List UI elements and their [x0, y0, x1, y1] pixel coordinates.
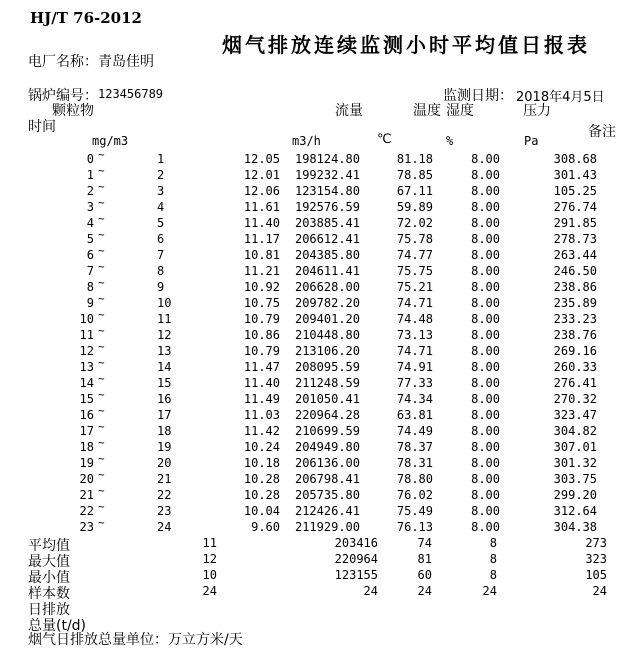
- table-row: [0, 516, 635, 535]
- humidity-value-cell: 8.00: [471, 344, 500, 358]
- pressure-value-cell: 235.89: [553, 296, 597, 310]
- range-tilde: ~: [98, 308, 105, 321]
- temp-value-cell: 74.77: [396, 248, 433, 262]
- humidity-value-cell: 8.00: [471, 376, 500, 390]
- pressure-value-cell: 270.32: [553, 392, 597, 406]
- summary-humidity-cell: 24: [482, 584, 497, 598]
- range-tilde: ~: [98, 228, 105, 241]
- unit-pressure: Pa: [524, 134, 539, 148]
- summary-temp-cell: 74: [417, 536, 432, 550]
- table-row: [0, 196, 635, 215]
- temp-value-cell: 76.13: [396, 520, 433, 534]
- humidity-value-cell: 8.00: [471, 232, 500, 246]
- summary-pressure-cell: 273: [585, 536, 607, 550]
- table-row: [0, 452, 635, 471]
- summary-temp-cell: 81: [417, 552, 432, 566]
- pressure-value-cell: 303.75: [553, 472, 597, 486]
- range-tilde: ~: [98, 244, 105, 257]
- end-hour-cell: 18: [157, 424, 172, 438]
- summary-row: [0, 599, 635, 618]
- table-row: [0, 388, 635, 407]
- unit-temp: ℃: [377, 132, 392, 147]
- flow-value-cell: 220964.28: [294, 408, 360, 422]
- humidity-value-cell: 8.00: [471, 168, 500, 182]
- summary-row: [0, 583, 635, 602]
- start-hour-cell: 4: [86, 216, 94, 230]
- col-header-temp: 温度: [413, 103, 441, 119]
- pm-value-cell: 10.79: [243, 344, 280, 358]
- temp-value-cell: 67.11: [396, 184, 433, 198]
- temp-value-cell: 74.91: [396, 360, 433, 374]
- flow-value-cell: 204949.80: [294, 440, 360, 454]
- table-row: [0, 292, 635, 311]
- plant-name-value: 青岛佳明: [98, 54, 154, 70]
- pm-value-cell: 11.40: [243, 376, 280, 390]
- start-hour-cell: 18: [79, 440, 94, 454]
- flow-value-cell: 203885.41: [294, 216, 360, 230]
- temp-value-cell: 75.49: [396, 504, 433, 518]
- summary-flow-cell: 220964: [334, 552, 378, 566]
- pm-value-cell: 10.79: [243, 312, 280, 326]
- temp-value-cell: 63.81: [396, 408, 433, 422]
- boiler-no-label: 锅炉编号：: [28, 88, 98, 104]
- pm-value-cell: 12.05: [243, 152, 280, 166]
- flow-value-cell: 208095.59: [294, 360, 360, 374]
- end-hour-cell: 17: [157, 408, 172, 422]
- temp-value-cell: 59.89: [396, 200, 433, 214]
- flow-value-cell: 211248.59: [294, 376, 360, 390]
- start-hour-cell: 11: [79, 328, 94, 342]
- pressure-value-cell: 238.86: [553, 280, 597, 294]
- range-tilde: ~: [98, 388, 105, 401]
- flow-value-cell: 212426.41: [294, 504, 360, 518]
- end-hour-cell: 5: [157, 216, 165, 230]
- start-hour-cell: 22: [79, 504, 94, 518]
- table-row: [0, 180, 635, 199]
- pressure-value-cell: 304.82: [553, 424, 597, 438]
- table-row: [0, 228, 635, 247]
- range-tilde: ~: [98, 404, 105, 417]
- end-hour-cell: 16: [157, 392, 172, 406]
- humidity-value-cell: 8.00: [471, 152, 500, 166]
- start-hour-cell: 9: [86, 296, 94, 310]
- summary-pm-cell: 11: [202, 536, 217, 550]
- summary-label: 最小值: [28, 570, 70, 586]
- pm-value-cell: 11.61: [243, 200, 280, 214]
- humidity-value-cell: 8.00: [471, 488, 500, 502]
- humidity-value-cell: 8.00: [471, 328, 500, 342]
- pressure-value-cell: 233.23: [553, 312, 597, 326]
- humidity-value-cell: 8.00: [471, 264, 500, 278]
- end-hour-cell: 6: [157, 232, 165, 246]
- pm-value-cell: 11.40: [243, 216, 280, 230]
- pressure-value-cell: 260.33: [553, 360, 597, 374]
- flow-value-cell: 199232.41: [294, 168, 360, 182]
- summary-humidity-cell: 8: [489, 568, 497, 582]
- range-tilde: ~: [98, 372, 105, 385]
- col-header-humidity: 湿度: [446, 103, 474, 119]
- humidity-value-cell: 8.00: [471, 200, 500, 214]
- pm-value-cell: 10.04: [243, 504, 280, 518]
- pressure-value-cell: 276.74: [553, 200, 597, 214]
- standard-code: HJ/T 76-2012: [30, 9, 142, 27]
- temp-value-cell: 74.49: [396, 424, 433, 438]
- flow-value-cell: 192576.59: [294, 200, 360, 214]
- end-hour-cell: 13: [157, 344, 172, 358]
- end-hour-cell: 1: [157, 152, 165, 166]
- unit-humidity: %: [446, 134, 454, 148]
- start-hour-cell: 21: [79, 488, 94, 502]
- flow-value-cell: 123154.80: [294, 184, 360, 198]
- table-row: [0, 372, 635, 391]
- table-row: [0, 484, 635, 503]
- table-row: [0, 500, 635, 519]
- flow-value-cell: 211929.00: [294, 520, 360, 534]
- end-hour-cell: 24: [157, 520, 172, 534]
- summary-flow-cell: 203416: [334, 536, 378, 550]
- start-hour-cell: 10: [79, 312, 94, 326]
- table-row: [0, 340, 635, 359]
- range-tilde: ~: [98, 292, 105, 305]
- summary-label: 最大值: [28, 554, 70, 570]
- range-tilde: ~: [98, 324, 105, 337]
- humidity-value-cell: 8.00: [471, 392, 500, 406]
- pressure-value-cell: 276.41: [553, 376, 597, 390]
- flow-value-cell: 206136.00: [294, 456, 360, 470]
- end-hour-cell: 3: [157, 184, 165, 198]
- start-hour-cell: 23: [79, 520, 94, 534]
- table-row: [0, 308, 635, 327]
- temp-value-cell: 77.33: [396, 376, 433, 390]
- humidity-value-cell: 8.00: [471, 360, 500, 374]
- range-tilde: ~: [98, 276, 105, 289]
- end-hour-cell: 11: [157, 312, 172, 326]
- range-tilde: ~: [98, 148, 105, 161]
- pm-value-cell: 9.60: [251, 520, 280, 534]
- pm-value-cell: 10.24: [243, 440, 280, 454]
- pm-value-cell: 10.18: [243, 456, 280, 470]
- range-tilde: ~: [98, 356, 105, 369]
- summary-flow-cell: 24: [363, 584, 378, 598]
- start-hour-cell: 7: [86, 264, 94, 278]
- footer-note: 烟气日排放总量单位：万立方米/天: [28, 632, 243, 648]
- temp-value-cell: 78.80: [396, 472, 433, 486]
- range-tilde: ~: [98, 452, 105, 465]
- flow-value-cell: 206628.00: [294, 280, 360, 294]
- range-tilde: ~: [98, 484, 105, 497]
- range-tilde: ~: [98, 516, 105, 529]
- humidity-value-cell: 8.00: [471, 504, 500, 518]
- humidity-value-cell: 8.00: [471, 440, 500, 454]
- range-tilde: ~: [98, 500, 105, 513]
- pm-value-cell: 12.01: [243, 168, 280, 182]
- temp-value-cell: 73.13: [396, 328, 433, 342]
- table-row: [0, 276, 635, 295]
- temp-value-cell: 78.37: [396, 440, 433, 454]
- summary-pm-cell: 10: [202, 568, 217, 582]
- flow-value-cell: 205735.80: [294, 488, 360, 502]
- humidity-value-cell: 8.00: [471, 312, 500, 326]
- summary-humidity-cell: 8: [489, 552, 497, 566]
- flow-value-cell: 210699.59: [294, 424, 360, 438]
- summary-temp-cell: 60: [417, 568, 432, 582]
- start-hour-cell: 13: [79, 360, 94, 374]
- humidity-value-cell: 8.00: [471, 424, 500, 438]
- summary-label: 样本数: [28, 586, 70, 602]
- temp-value-cell: 75.21: [396, 280, 433, 294]
- start-hour-cell: 2: [86, 184, 94, 198]
- humidity-value-cell: 8.00: [471, 472, 500, 486]
- temp-value-cell: 81.18: [396, 152, 433, 166]
- unit-pm: mg/m3: [92, 134, 129, 148]
- temp-value-cell: 74.71: [396, 296, 433, 310]
- end-hour-cell: 14: [157, 360, 172, 374]
- temp-value-cell: 74.48: [396, 312, 433, 326]
- pressure-value-cell: 301.43: [553, 168, 597, 182]
- range-tilde: ~: [98, 164, 105, 177]
- end-hour-cell: 21: [157, 472, 172, 486]
- range-tilde: ~: [98, 420, 105, 433]
- start-hour-cell: 20: [79, 472, 94, 486]
- pm-value-cell: 10.81: [243, 248, 280, 262]
- table-row: [0, 148, 635, 167]
- range-tilde: ~: [98, 212, 105, 225]
- end-hour-cell: 8: [157, 264, 165, 278]
- pressure-value-cell: 246.50: [553, 264, 597, 278]
- col-header-flow: 流量: [335, 103, 363, 119]
- summary-pm-cell: 24: [202, 584, 217, 598]
- temp-value-cell: 74.71: [396, 344, 433, 358]
- summary-label: 平均值: [28, 538, 70, 554]
- temp-value-cell: 75.78: [396, 232, 433, 246]
- pm-value-cell: 10.28: [243, 472, 280, 486]
- summary-pressure-cell: 24: [592, 584, 607, 598]
- humidity-value-cell: 8.00: [471, 520, 500, 534]
- pm-value-cell: 12.06: [243, 184, 280, 198]
- end-hour-cell: 23: [157, 504, 172, 518]
- pm-value-cell: 10.86: [243, 328, 280, 342]
- pressure-value-cell: 323.47: [553, 408, 597, 422]
- end-hour-cell: 22: [157, 488, 172, 502]
- end-hour-cell: 10: [157, 296, 172, 310]
- pressure-value-cell: 269.16: [553, 344, 597, 358]
- start-hour-cell: 3: [86, 200, 94, 214]
- start-hour-cell: 16: [79, 408, 94, 422]
- pm-value-cell: 11.47: [243, 360, 280, 374]
- summary-flow-cell: 123155: [334, 568, 378, 582]
- unit-flow: m3/h: [292, 134, 321, 148]
- summary-row: [0, 535, 635, 554]
- pm-value-cell: 11.42: [243, 424, 280, 438]
- plant-name-label: 电厂名称：: [28, 54, 98, 70]
- range-tilde: ~: [98, 468, 105, 481]
- summary-label: 总量(t/d): [28, 618, 87, 634]
- start-hour-cell: 0: [86, 152, 94, 166]
- pressure-value-cell: 307.01: [553, 440, 597, 454]
- temp-value-cell: 78.31: [396, 456, 433, 470]
- range-tilde: ~: [98, 436, 105, 449]
- flow-value-cell: 206798.41: [294, 472, 360, 486]
- humidity-value-cell: 8.00: [471, 248, 500, 262]
- humidity-value-cell: 8.00: [471, 184, 500, 198]
- table-row: [0, 356, 635, 375]
- flow-value-cell: 206612.41: [294, 232, 360, 246]
- start-hour-cell: 15: [79, 392, 94, 406]
- start-hour-cell: 19: [79, 456, 94, 470]
- pm-value-cell: 10.75: [243, 296, 280, 310]
- table-row: [0, 436, 635, 455]
- end-hour-cell: 9: [157, 280, 165, 294]
- flow-value-cell: 210448.80: [294, 328, 360, 342]
- table-row: [0, 260, 635, 279]
- start-hour-cell: 12: [79, 344, 94, 358]
- start-hour-cell: 8: [86, 280, 94, 294]
- start-hour-cell: 5: [86, 232, 94, 246]
- temp-value-cell: 74.34: [396, 392, 433, 406]
- summary-label: 日排放: [28, 602, 70, 618]
- end-hour-cell: 19: [157, 440, 172, 454]
- flow-value-cell: 213106.20: [294, 344, 360, 358]
- table-row: [0, 324, 635, 343]
- summary-temp-cell: 24: [417, 584, 432, 598]
- summary-pressure-cell: 323: [585, 552, 607, 566]
- monitor-date-value: 2018年4月5日: [516, 90, 605, 105]
- pressure-value-cell: 291.85: [553, 216, 597, 230]
- range-tilde: ~: [98, 180, 105, 193]
- pm-value-cell: 10.28: [243, 488, 280, 502]
- humidity-value-cell: 8.00: [471, 296, 500, 310]
- temp-value-cell: 76.02: [396, 488, 433, 502]
- summary-pm-cell: 12: [202, 552, 217, 566]
- end-hour-cell: 20: [157, 456, 172, 470]
- flow-value-cell: 209401.20: [294, 312, 360, 326]
- temp-value-cell: 75.75: [396, 264, 433, 278]
- pressure-value-cell: 312.64: [553, 504, 597, 518]
- flow-value-cell: 209782.20: [294, 296, 360, 310]
- start-hour-cell: 1: [86, 168, 94, 182]
- end-hour-cell: 15: [157, 376, 172, 390]
- temp-value-cell: 78.85: [396, 168, 433, 182]
- temp-value-cell: 72.02: [396, 216, 433, 230]
- range-tilde: ~: [98, 340, 105, 353]
- pressure-value-cell: 301.32: [553, 456, 597, 470]
- pm-value-cell: 10.92: [243, 280, 280, 294]
- boiler-no-value: 123456789: [98, 87, 164, 101]
- table-row: [0, 468, 635, 487]
- pressure-value-cell: 105.25: [553, 184, 597, 198]
- end-hour-cell: 4: [157, 200, 165, 214]
- report-title: 烟气排放连续监测小时平均值日报表: [222, 33, 590, 57]
- end-hour-cell: 7: [157, 248, 165, 262]
- humidity-value-cell: 8.00: [471, 408, 500, 422]
- flow-value-cell: 204611.41: [294, 264, 360, 278]
- summary-row: [0, 567, 635, 586]
- pressure-value-cell: 263.44: [553, 248, 597, 262]
- range-tilde: ~: [98, 196, 105, 209]
- table-row: [0, 164, 635, 183]
- pm-value-cell: 11.21: [243, 264, 280, 278]
- pm-value-cell: 11.17: [243, 232, 280, 246]
- flow-value-cell: 201050.41: [294, 392, 360, 406]
- monitor-date-label: 监测日期：: [443, 88, 513, 104]
- end-hour-cell: 2: [157, 168, 165, 182]
- end-hour-cell: 12: [157, 328, 172, 342]
- flow-value-cell: 204385.80: [294, 248, 360, 262]
- pressure-value-cell: 308.68: [553, 152, 597, 166]
- col-header-pm: 颗粒物: [52, 103, 94, 119]
- humidity-value-cell: 8.00: [471, 216, 500, 230]
- col-header-time: 时间: [28, 119, 56, 135]
- humidity-value-cell: 8.00: [471, 456, 500, 470]
- col-header-pressure: 压力: [523, 103, 551, 119]
- summary-humidity-cell: 8: [489, 536, 497, 550]
- pm-value-cell: 11.03: [243, 408, 280, 422]
- flow-value-cell: 198124.80: [294, 152, 360, 166]
- humidity-value-cell: 8.00: [471, 280, 500, 294]
- table-row: [0, 244, 635, 263]
- range-tilde: ~: [98, 260, 105, 273]
- table-row: [0, 212, 635, 231]
- col-header-remark: 备注: [588, 124, 616, 140]
- pressure-value-cell: 304.38: [553, 520, 597, 534]
- table-row: [0, 404, 635, 423]
- summary-row: [0, 551, 635, 570]
- start-hour-cell: 6: [86, 248, 94, 262]
- start-hour-cell: 14: [79, 376, 94, 390]
- pm-value-cell: 11.49: [243, 392, 280, 406]
- pressure-value-cell: 238.76: [553, 328, 597, 342]
- summary-pressure-cell: 105: [585, 568, 607, 582]
- pressure-value-cell: 278.73: [553, 232, 597, 246]
- table-row: [0, 420, 635, 439]
- pressure-value-cell: 299.20: [553, 488, 597, 502]
- start-hour-cell: 17: [79, 424, 94, 438]
